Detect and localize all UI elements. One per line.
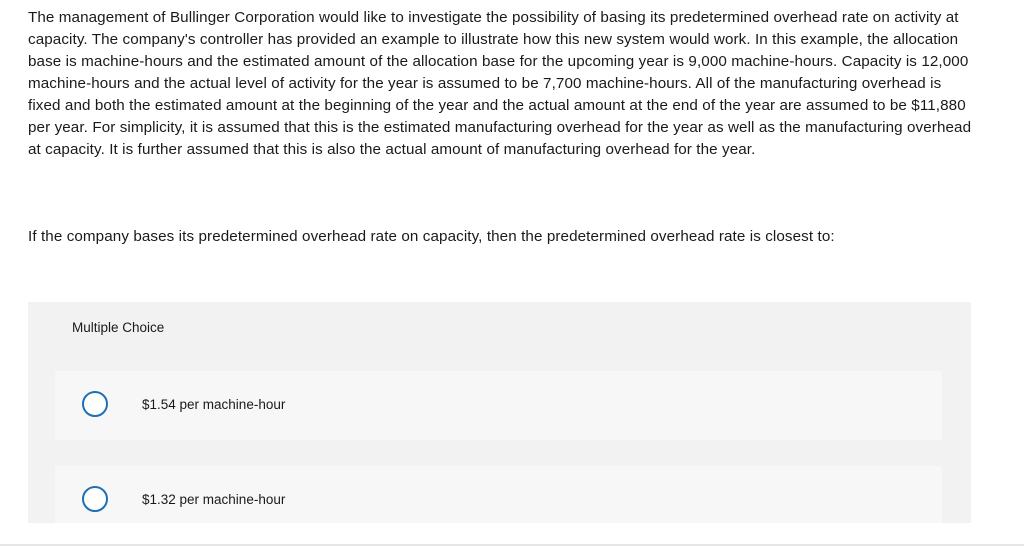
question-prompt: If the company bases its predetermined overhead rate on capacity, then the predetermined overhead rate is closest to: [28,228,835,245]
choice-option-2[interactable] [55,466,942,523]
radio-button-icon[interactable] [82,391,108,417]
choice-option-1[interactable] [55,371,942,440]
choice-option-label: $1.32 per machine-hour [142,491,286,507]
radio-button-icon[interactable] [82,486,108,512]
multiple-choice-panel [28,302,971,523]
choice-option-label: $1.54 per machine-hour [142,396,286,412]
multiple-choice-header: Multiple Choice [72,320,165,335]
question-body: The management of Bullinger Corporation would like to investigate the possibility of basing its predetermined overhead rate on activity at capacity. The company's controller has provided an example to illustrate how this new system would work. In this example, the allocation base is machine-hours and the estimated amount of the allocation base for the upcoming year is 9,000 machine-hours. Capacity is 12,000 machine-hours and the actual level of activity for the year is assumed to be 7,700 machine-hours. All of the manufacturing overhead is fixed and both the estimated amount at the beginning of the year and the actual amount at the end of the year are assumed to be $11,880 per year. For simplicity, it is assumed that this is the estimated manufacturing overhead for the year as well as the manufacturing overhead at capacity. It is further assumed that this is also the actual amount of manufacturing overhead for the year. [28,9,972,158]
